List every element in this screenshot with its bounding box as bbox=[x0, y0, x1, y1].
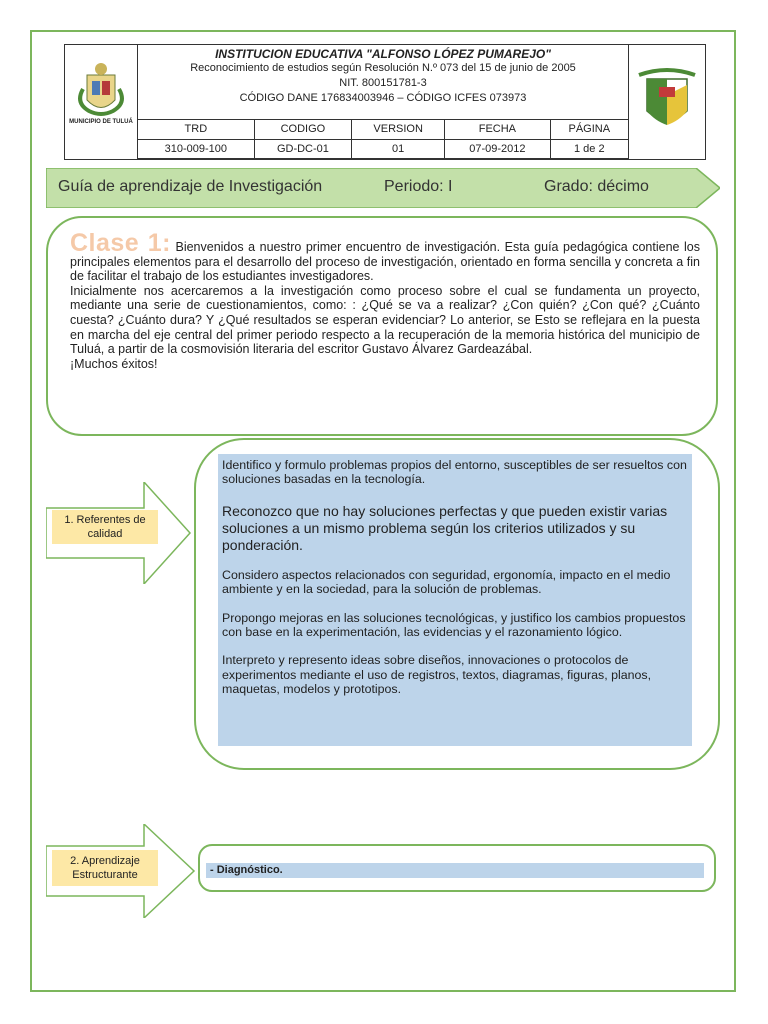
dane-icfes-codes: CÓDIGO DANE 176834003946 – CÓDIGO ICFES 073973 bbox=[239, 92, 527, 104]
table-header-row bbox=[138, 120, 629, 140]
institution-name: INSTITUCION EDUCATIVA "ALFONSO LÓPEZ PUMAREJO" bbox=[215, 47, 551, 61]
table-cell: 310-009-100 bbox=[138, 139, 255, 159]
list-item: Reconozco que no hay soluciones perfectas y que pueden existir varias soluciones a un mismo problema según los criterios utilizados y su ponderación. bbox=[222, 502, 668, 553]
diagnostico-item: - Diagnóstico. bbox=[206, 863, 704, 878]
aprendizaje-label: 2. Aprendizaje Estructurante bbox=[52, 850, 158, 886]
referentes-label: 1. Referentes de calidad bbox=[52, 510, 158, 544]
municipality-logo bbox=[65, 45, 138, 159]
guide-title: Guía de aprendizaje de Investigación bbox=[58, 178, 323, 195]
guide-grade: Grado: décimo bbox=[544, 178, 649, 195]
nit-text: NIT. 800151781-3 bbox=[339, 77, 427, 89]
document-header bbox=[64, 44, 706, 160]
guide-banner bbox=[46, 168, 720, 208]
table-cell: 1 de 2 bbox=[550, 139, 628, 159]
list-item: Identifico y formulo problemas propios del entorno, susceptibles de ser resueltos con soluciones basadas en la tecnología. bbox=[222, 458, 687, 487]
table-cell: 01 bbox=[352, 139, 445, 159]
intro-box bbox=[46, 216, 718, 436]
table-header-cell: FECHA bbox=[445, 120, 550, 140]
intro-paragraph-2: Inicialmente nos acercaremos a la investigación como proceso sobre el cual se fundamenta un proyecto, mediante una serie de cuestionamientos, como: : ¿Qué se va a realizar? ¿Con quién? ¿Con qué? ¿Cuánto cuesta? ¿Cuánto dura? Y ¿Qué resultados se esperan evidenciar? Lo anterior, se Esto se reflejara en la puesta en marcha del eje central del primer periodo respecto a la recuperación de la memoria histórica del municipio de Tuluá, a partir de la cosmovisión literaria del escritor Gustavo Álvarez Gardeazábal. bbox=[70, 283, 700, 357]
resolution-text: Reconocimiento de estudios según Resolución N.º 073 del 15 de junio de 2005 bbox=[190, 62, 576, 74]
school-emblem-icon bbox=[629, 45, 705, 159]
intro-paragraph-1: Bienvenidos a nuestro primer encuentro de investigación. Esta guía pedagógica contiene los principales elementos para el desarrollo del proceso de investigación, orientado en forma sencilla y concreta a fin de facilitar el trabajo de los estudiantes investigadores. bbox=[70, 240, 700, 284]
table-header-cell: TRD bbox=[138, 120, 255, 140]
guide-period: Periodo: I bbox=[384, 178, 453, 195]
list-item: Interpreto y represento ideas sobre diseños, innovaciones o protocolos de experimentos mediante el uso de registros, textos, diagramas, figuras, planos, maquetas, modelos y prototipos. bbox=[222, 653, 652, 697]
intro-closing: ¡Muchos éxitos! bbox=[70, 356, 158, 371]
municipality-shield-icon bbox=[65, 45, 137, 159]
table-row bbox=[138, 139, 629, 159]
table-header-cell: CODIGO bbox=[254, 120, 351, 140]
list-item: Propongo mejoras en las soluciones tecnológicas, y justifico los cambios propuestos con base en la experimentación, las evidencias y el razonamiento lógico. bbox=[222, 610, 686, 640]
municipality-name: MUNICIPIO DE TULUÁ bbox=[69, 119, 133, 125]
table-cell: GD-DC-01 bbox=[254, 139, 351, 159]
table-header-cell: VERSION bbox=[352, 120, 445, 140]
institution-info bbox=[137, 45, 629, 119]
class-heading: Clase 1: bbox=[70, 229, 171, 257]
list-item: Considero aspectos relacionados con seguridad, ergonomía, impacto en el medio ambiente y en la sociedad, para la solución de problemas. bbox=[222, 567, 671, 597]
document-control-table bbox=[137, 119, 629, 159]
table-cell: 07-09-2012 bbox=[445, 139, 550, 159]
school-logo bbox=[628, 45, 705, 159]
table-header-cell: PÁGINA bbox=[550, 120, 628, 140]
referentes-content bbox=[218, 454, 692, 746]
